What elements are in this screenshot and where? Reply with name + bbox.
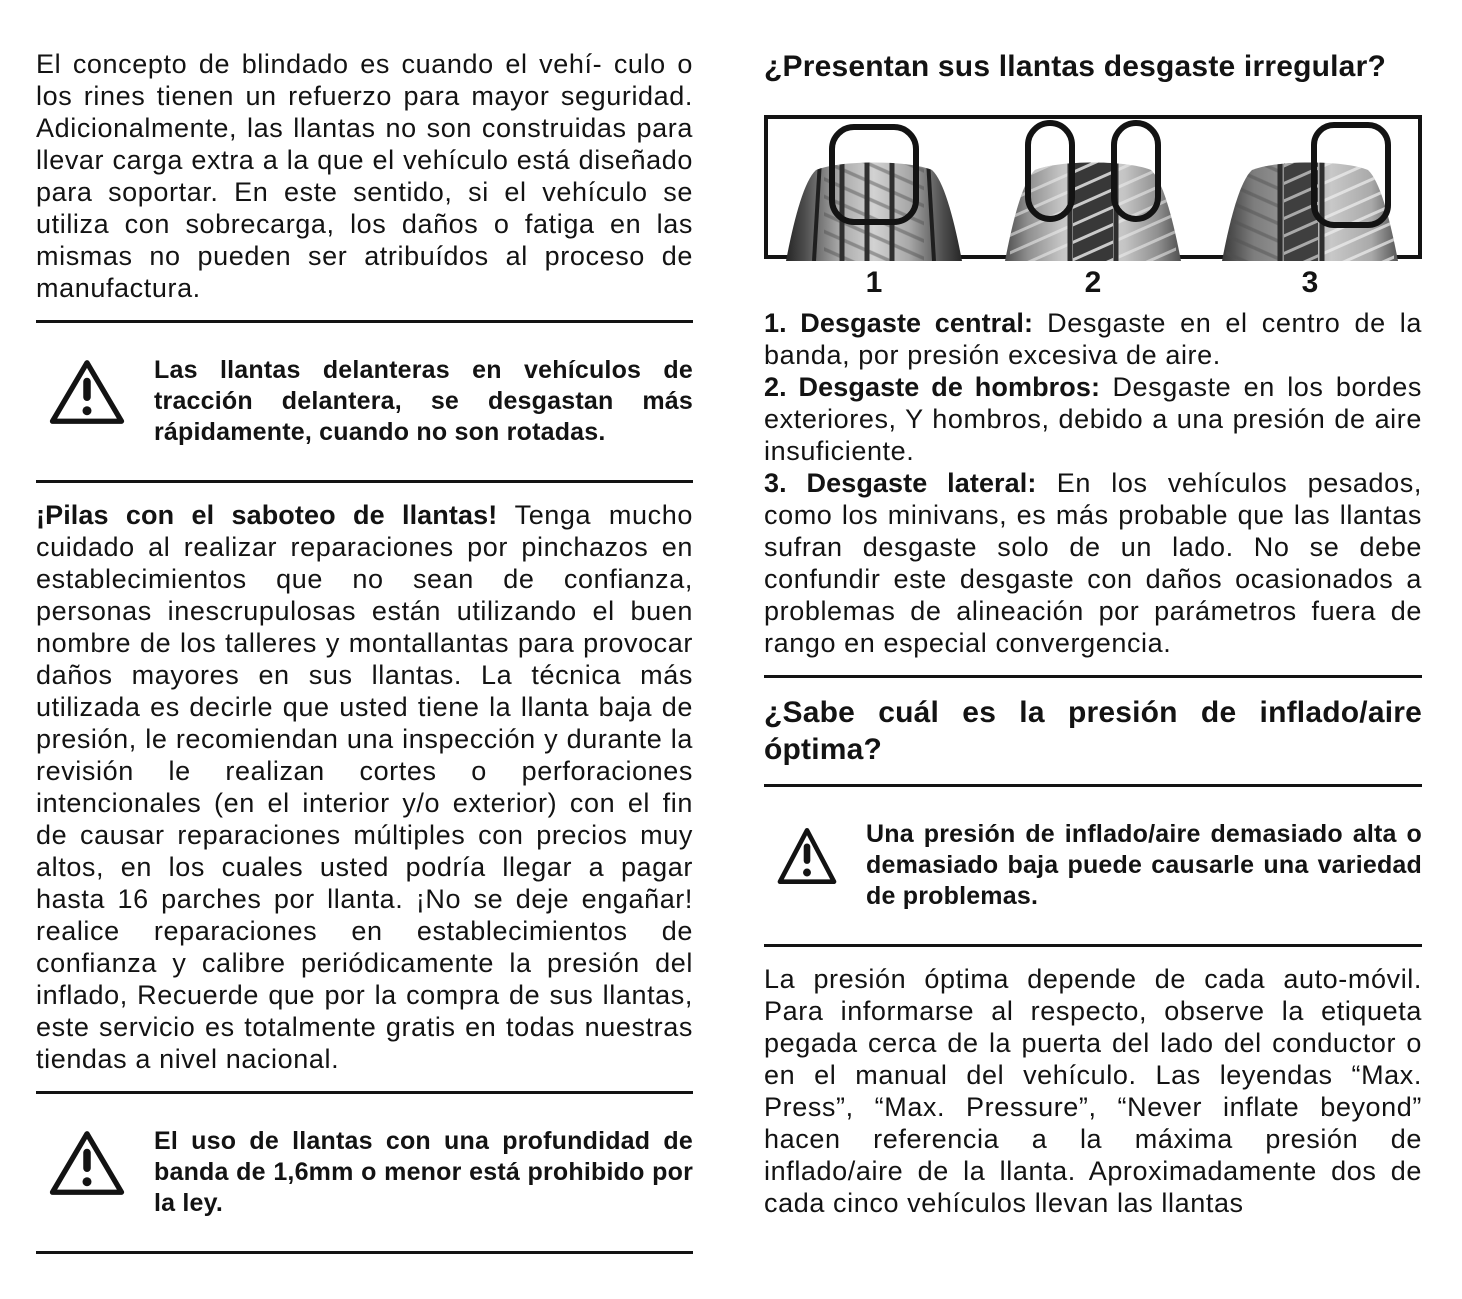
wear-item-central-lead: 1. Desgaste central: bbox=[764, 308, 1034, 338]
figure-label-2: 2 bbox=[1084, 266, 1102, 299]
wear-item-lateral-body: En los vehículos pesados, como los minivans, es más probable que las llantas sufran desgaste solo de un lado. No se debe confundir este desgaste con daños ocasionados a problemas de alineación por parámetros fuera de rango en especial convergencia. bbox=[764, 468, 1422, 658]
heading-irregular-wear: ¿Presentan sus llantas desgaste irregular? bbox=[764, 50, 1386, 83]
divider bbox=[36, 1091, 693, 1094]
left-column bbox=[36, 48, 693, 1270]
wear-item-lateral-lead: 3. Desgaste lateral: bbox=[764, 468, 1037, 498]
sabotage-body: Tenga mucho cuidado al realizar reparaciones por pinchazos en establecimientos que no sean de confianza, personas inescrupulosas están utilizando el buen nombre de los talleres y montallantas para provocar daños mayores en sus llantas. La técnica más utilizada es decirle que usted tiene la llanta baja de presión, le recomiendan una inspección y durante la revisión le realizan cortes o perforaciones intencionales (en el interior y/o exterior) con el fin de causar reparaciones múltiples con precios muy altos, en los cuales usted podría llegar a pagar hasta 16 parches por llanta. ¡No se deje engañar! realice reparaciones en establecimientos de confianza y calibre periódicamente la presión del inflado, Recuerde que por la compra de sus llantas, este servicio es totalmente gratis en todas nuestras tiendas a nivel nacional. bbox=[36, 500, 693, 1074]
warning-tread-depth bbox=[36, 1110, 693, 1235]
spacer bbox=[1036, 468, 1056, 498]
spacer bbox=[1100, 372, 1112, 402]
wear-item-shoulder-lead: 2. Desgaste de hombros: bbox=[764, 372, 1101, 402]
intro-paragraph: El concepto de blindado es cuando el vehí- culo o los rines tienen un refuerzo para mayor seguridad. Adicionalmente, las llantas no son construidas para llevar carga extra a la que el vehículo está diseñado para soportar. En este sentido, si el vehículo se utiliza con sobrecarga, los daños o fatiga en las mismas no pueden ser atribuídos al proceso de manufactura. bbox=[36, 49, 693, 303]
wear-item-lateral bbox=[764, 467, 1422, 659]
right-column bbox=[764, 48, 1422, 1270]
spacer bbox=[1033, 308, 1047, 338]
divider bbox=[36, 480, 693, 483]
warning-rotation-text: Las llantas delanteras en vehículos de tracción delantera, se desgastan más rápidamente, cuando no son rotadas. bbox=[154, 356, 693, 446]
wear-item-central bbox=[764, 307, 1422, 371]
warning-triangle-icon bbox=[48, 1128, 126, 1198]
sabotage-lead: ¡Pilas con el saboteo de llantas! bbox=[36, 500, 498, 530]
tire-wear-illustration bbox=[764, 115, 1422, 261]
divider bbox=[36, 1251, 693, 1254]
warning-tread-depth-text: El uso de llantas con una profundidad de banda de 1,6mm o menor está prohibido por la ley. bbox=[154, 1127, 693, 1217]
sabotage-paragraph bbox=[36, 499, 693, 1075]
warning-triangle-icon bbox=[776, 821, 838, 891]
warning-pressure-text: Una presión de inflado/aire demasiado alta o demasiado baja puede causarle una variedad de problemas. bbox=[866, 820, 1422, 910]
warning-pressure bbox=[764, 803, 1422, 928]
pressure-paragraph: La presión óptima depende de cada auto-móvil. Para informarse al respecto, observe la etiqueta pegada cerca de la puerta del lado del conductor o en el manual del vehículo. Las leyendas “Max. Press”, “Max. Pressure”, “Never inflate beyond” hacen referencia a la máxima presión de inflado/aire de la llanta. Aproximadamente dos de cada cinco vehículos llevan las llantas bbox=[764, 964, 1422, 1218]
divider bbox=[764, 675, 1422, 678]
figure-label-3: 3 bbox=[1301, 266, 1319, 299]
warning-triangle-icon bbox=[48, 357, 126, 427]
wear-item-shoulder bbox=[764, 371, 1422, 467]
divider bbox=[764, 784, 1422, 787]
divider bbox=[36, 320, 693, 323]
wear-item-central-body: Desgaste en el centro de la banda, por presión excesiva de aire. bbox=[764, 308, 1422, 370]
wear-item-shoulder-body: Desgaste en los bordes exteriores, Y hombros, debido a una presión de aire insuficiente. bbox=[764, 372, 1423, 466]
figure-label-1: 1 bbox=[865, 266, 883, 299]
spacer bbox=[497, 500, 514, 530]
tire-wear-figure bbox=[764, 115, 1422, 307]
divider bbox=[764, 944, 1422, 947]
figure-labels bbox=[764, 265, 1422, 307]
warning-rotation bbox=[36, 339, 693, 464]
heading-optimal-pressure: ¿Sabe cuál es la presión de inflado/aire óptima? bbox=[764, 696, 1422, 766]
